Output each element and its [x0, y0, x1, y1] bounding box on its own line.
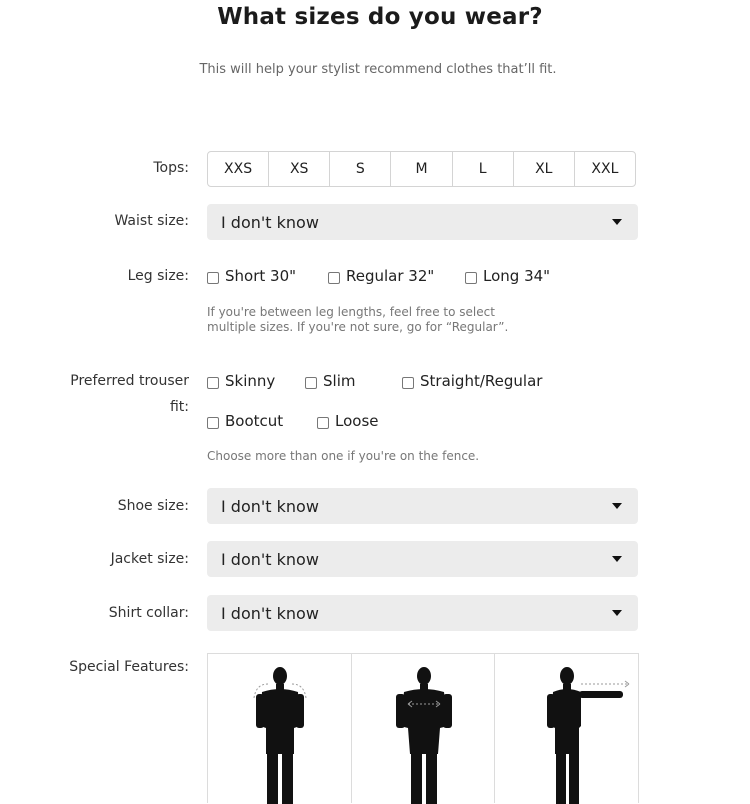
tops-option-xxs[interactable]: XXS: [208, 152, 269, 186]
tops-option-s[interactable]: S: [330, 152, 391, 186]
feature-broad-shoulders[interactable]: [208, 654, 352, 803]
broad-shoulders-figure-icon: [208, 654, 351, 804]
leg-option-regular[interactable]: Regular 32": [328, 267, 434, 285]
fit-option-loose[interactable]: Loose: [317, 412, 379, 430]
checkbox-icon[interactable]: [317, 417, 329, 429]
checkbox-icon[interactable]: [305, 377, 317, 389]
checkbox-icon[interactable]: [207, 272, 219, 284]
special-features-label: Special Features:: [69, 659, 189, 675]
page-title: What sizes do you wear?: [217, 4, 543, 30]
tops-label: Tops:: [153, 160, 189, 176]
leg-option-long[interactable]: Long 34": [465, 267, 550, 285]
fit-option-skinny[interactable]: Skinny: [207, 372, 275, 390]
jacket-size-value: I don't know: [221, 549, 319, 569]
tops-size-selector: [207, 151, 636, 187]
shirt-collar-value: I don't know: [221, 603, 319, 623]
shoe-size-select[interactable]: [207, 488, 638, 524]
checkbox-icon[interactable]: [207, 377, 219, 389]
waist-size-label: Waist size:: [114, 213, 189, 229]
checkbox-icon[interactable]: [328, 272, 340, 284]
shirt-collar-label: Shirt collar:: [108, 605, 189, 621]
jacket-size-select[interactable]: [207, 541, 638, 577]
leg-option-short[interactable]: Short 30": [207, 267, 296, 285]
shoe-size-label: Shoe size:: [117, 498, 189, 514]
shoe-size-value: I don't know: [221, 496, 319, 516]
fit-option-slim[interactable]: Slim: [305, 372, 355, 390]
tops-option-xxl[interactable]: XXL: [591, 161, 619, 177]
checkbox-icon[interactable]: [402, 377, 414, 389]
checkbox-icon[interactable]: [207, 417, 219, 429]
waist-size-value: I don't know: [221, 212, 319, 232]
dropdown-caret-icon: [612, 610, 622, 616]
trouser-fit-label: Preferred trouser fit:: [70, 373, 189, 415]
dropdown-caret-icon: [612, 219, 622, 225]
dropdown-caret-icon: [612, 556, 622, 562]
leg-size-hint: If you're between leg lengths, feel free to select multiple sizes. If you're not sure, go for “Regular”.: [207, 305, 509, 334]
tops-option-xs[interactable]: XS: [269, 152, 330, 186]
tops-option-m[interactable]: M: [391, 152, 452, 186]
shirt-collar-select[interactable]: [207, 595, 638, 631]
special-features-grid: [207, 653, 639, 803]
leg-size-label: Leg size:: [127, 268, 189, 284]
checkbox-icon[interactable]: [465, 272, 477, 284]
feature-large-chest[interactable]: [352, 654, 496, 803]
fit-option-bootcut[interactable]: Bootcut: [207, 412, 283, 430]
page-subtitle: This will help your stylist recommend clothes that’ll fit.: [199, 62, 557, 77]
dropdown-caret-icon: [612, 503, 622, 509]
fit-option-straight-regular[interactable]: Straight/Regular: [402, 372, 542, 390]
tops-option-xl[interactable]: XL: [514, 152, 575, 186]
tops-option-l[interactable]: L: [453, 152, 514, 186]
jacket-size-label: Jacket size:: [110, 551, 189, 567]
feature-long-arms[interactable]: [495, 654, 638, 803]
large-chest-figure-icon: [352, 654, 495, 804]
long-arms-figure-icon: [495, 654, 638, 804]
waist-size-select[interactable]: [207, 204, 638, 240]
trouser-fit-hint: Choose more than one if you're on the fence.: [207, 449, 480, 463]
